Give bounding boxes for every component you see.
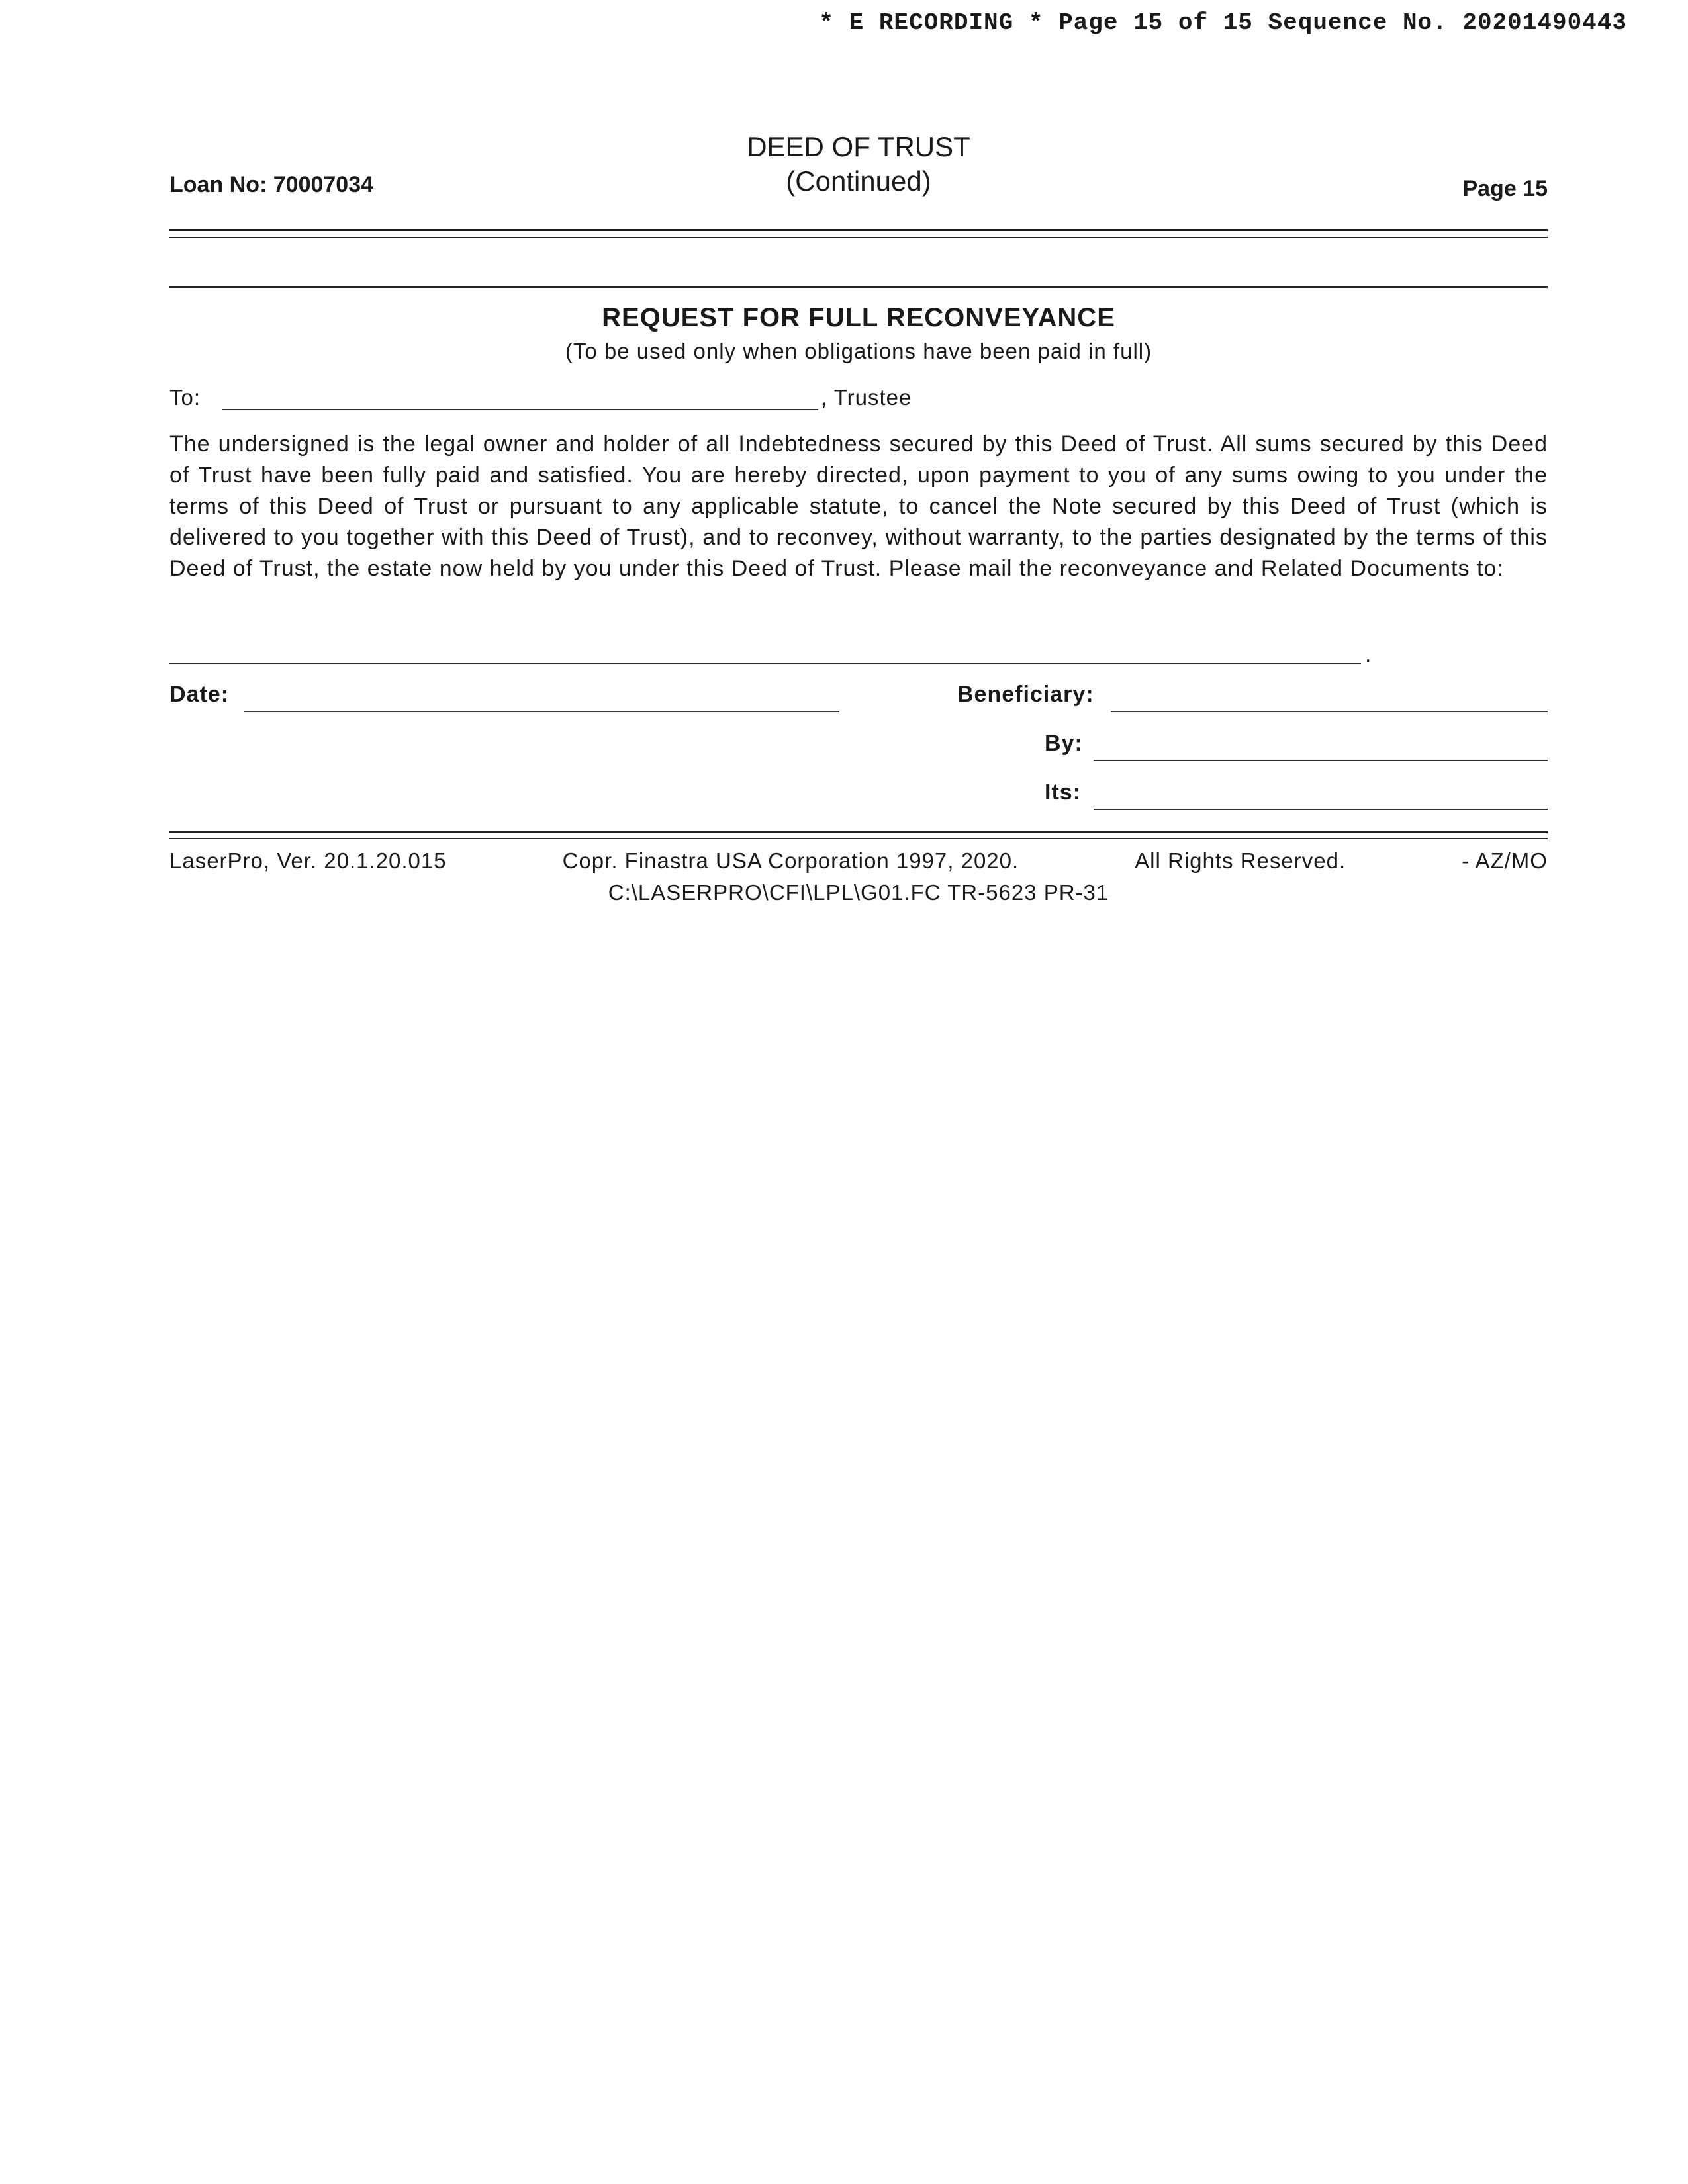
section-divider [169,286,1548,288]
footer-state: - AZ/MO [1462,848,1548,873]
recording-stamp: * E RECORDING * Page 15 of 15 Sequence No. 20201490443 [819,9,1627,36]
loan-number: Loan No: 70007034 [169,172,374,197]
request-subtitle: (To be used only when obligations have been paid in full) [565,339,1152,363]
its-line[interactable] [1094,809,1548,810]
to-label: To: [169,385,201,410]
beneficiary-line[interactable] [1111,711,1548,712]
document-header [169,130,1548,209]
document-title-block [169,130,1548,199]
trustee-field-row [169,385,912,410]
footer-path: C:\LASERPRO\CFI\LPL\G01.FC TR-5623 PR-31 [608,880,1109,905]
trustee-suffix: , Trustee [821,385,912,410]
header-divider-bottom [169,237,1548,238]
request-title: REQUEST FOR FULL RECONVEYANCE [602,303,1115,332]
trustee-name-line[interactable] [222,409,818,410]
footer-divider-top [169,831,1548,833]
mail-to-address-line[interactable] [169,663,1361,664]
page-number: Page 15 [1462,176,1548,201]
date-label: Date: [169,682,230,707]
by-line[interactable] [1094,760,1548,761]
mail-to-period: . [1365,642,1372,667]
footer-copyright: Copr. Finastra USA Corporation 1997, 2020. [562,848,1019,873]
by-label: By: [1045,731,1083,756]
footer-line [169,848,1548,874]
its-label: Its: [1045,780,1081,805]
date-line[interactable] [244,711,839,712]
footer-divider-bottom [169,838,1548,839]
footer-rights: All Rights Reserved. [1135,848,1346,873]
reconveyance-body: The undersigned is the legal owner and holder of all Indebtedness secured by this Deed of Trust. All sums secured by this Deed of Trust have been fully paid and satisfied. You are hereby directed, upon payment to you of any sums owing to you under the terms of this Deed of Trust or pursuant to any applicable statute, to cancel the Note secured by this Deed of Trust (which is delivered to you together with this Deed of Trust), and to reconvey, without warranty, to the parties designated by the terms of this Deed of Trust, the estate now held by you under this Deed of Trust. Please mail the reconveyance and Related Documents to: [169,432,1548,581]
header-divider-top [169,229,1548,231]
document-title: DEED OF TRUST [747,131,970,162]
footer-software: LaserPro, Ver. 20.1.20.015 [169,848,447,873]
document-subtitle: (Continued) [786,165,931,197]
beneficiary-label: Beneficiary: [957,682,1094,707]
